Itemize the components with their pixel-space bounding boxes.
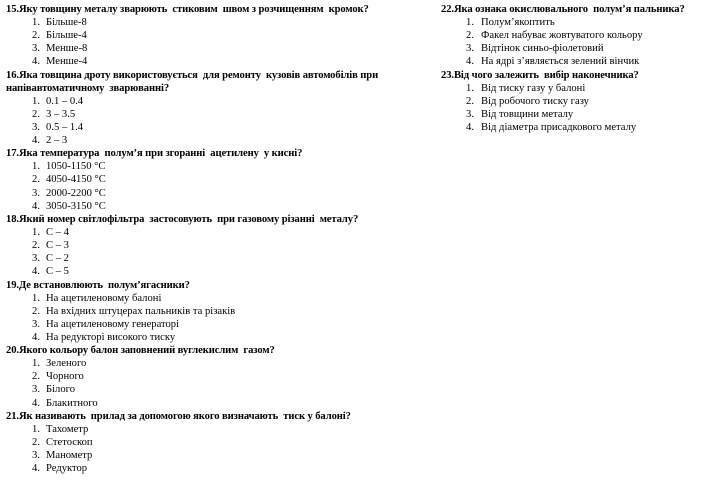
- answer-option: [441, 29, 719, 42]
- question-text: Від чого залежить вибір наконечника?: [453, 69, 639, 81]
- option-number: 4.: [466, 122, 474, 134]
- question-title: [6, 3, 426, 16]
- option-number: 3.: [32, 384, 40, 396]
- answer-option: [6, 160, 426, 173]
- answer-option: [6, 239, 426, 252]
- question-title: [6, 69, 426, 95]
- option-number: 1.: [32, 17, 40, 28]
- option-number: 3.: [466, 108, 474, 120]
- option-text: Менше-4: [46, 56, 88, 68]
- answer-option: [441, 95, 719, 108]
- question-18: [6, 213, 426, 279]
- question-number: 17.: [6, 148, 19, 160]
- option-number: 3.: [32, 318, 40, 330]
- question-number: 23.: [441, 69, 454, 81]
- answer-option: [441, 55, 719, 68]
- option-number: 3.: [32, 253, 40, 265]
- option-text: Чорного: [46, 371, 84, 383]
- answer-option: [6, 226, 426, 239]
- option-number: 2.: [32, 174, 40, 186]
- answer-list: [6, 292, 426, 345]
- answer-list: [6, 95, 426, 148]
- option-text: 3050-3150 °С: [46, 200, 106, 212]
- answer-list: [6, 160, 426, 213]
- option-text: С – 2: [46, 253, 69, 265]
- question-text: Який номер світлофільтра застосовують при газовому різанні металу?: [18, 213, 359, 225]
- option-number: 4.: [32, 266, 40, 278]
- answer-option: [6, 383, 426, 396]
- option-text: На вхідних штуцерах пальників та різаків: [46, 305, 236, 317]
- answer-option: [6, 357, 426, 370]
- question-21: [6, 410, 426, 476]
- answer-option: [6, 29, 426, 42]
- answer-option: [6, 187, 426, 200]
- option-number: 1.: [32, 226, 40, 238]
- answer-option: [6, 16, 426, 29]
- question-15: [6, 3, 426, 69]
- answer-option: [6, 423, 426, 436]
- answer-list: [441, 16, 719, 69]
- option-text: На редукторі високого тиску: [46, 331, 176, 343]
- option-text: Більше-4: [46, 30, 87, 42]
- answer-list: [6, 423, 426, 476]
- option-text: Від робочого тиску газу: [481, 95, 589, 107]
- answer-option: [6, 55, 426, 68]
- option-number: 3.: [32, 43, 40, 55]
- answer-option: [6, 265, 426, 278]
- question-22: [441, 3, 719, 69]
- answer-list: [6, 226, 426, 279]
- option-number: 4.: [32, 200, 40, 212]
- option-number: 1.: [32, 95, 40, 107]
- option-text: С – 4: [46, 226, 69, 238]
- option-text: На ядрі з’являється зелений вінчик: [481, 56, 640, 68]
- option-number: 4.: [32, 56, 40, 68]
- question-text: Яка товщина дроту використовується для ремонту кузовів автомобілів при напівавтоматичному зварюванні?: [6, 69, 381, 94]
- answer-option: [6, 436, 426, 449]
- question-16: [6, 69, 426, 148]
- answer-option: [6, 292, 426, 305]
- answer-option: [6, 331, 426, 344]
- option-text: На ацетиленовому генераторі: [46, 318, 180, 330]
- option-text: 2 – 3: [46, 135, 68, 147]
- option-text: Манометр: [46, 450, 93, 462]
- option-text: Білого: [46, 384, 75, 396]
- option-number: 2.: [466, 30, 474, 42]
- option-number: 3.: [32, 121, 40, 133]
- option-number: 2.: [466, 95, 474, 107]
- option-text: С – 3: [46, 240, 69, 252]
- option-number: 3.: [32, 450, 40, 462]
- option-number: 4.: [32, 397, 40, 409]
- question-title: [6, 147, 426, 160]
- answer-option: [6, 134, 426, 147]
- option-number: 2.: [32, 305, 40, 317]
- option-number: 4.: [32, 331, 40, 343]
- right-column: [441, 3, 719, 134]
- option-number: 4.: [32, 463, 40, 475]
- answer-option: [6, 95, 426, 108]
- question-text: Якого кольору балон заповнений вуглекислим газом?: [18, 345, 275, 357]
- answer-option: [6, 305, 426, 318]
- option-text: Блакитного: [46, 397, 98, 409]
- answer-option: [6, 200, 426, 213]
- option-text: 0.1 – 0.4: [46, 95, 84, 107]
- question-20: [6, 344, 426, 410]
- question-number: 22.: [441, 4, 454, 15]
- question-text: Як називають прилад за допомогою якого визначають тиск у балоні?: [18, 410, 351, 422]
- option-text: Менше-8: [46, 43, 88, 55]
- option-text: 4050-4150 °С: [46, 174, 106, 186]
- option-text: Стетоскоп: [46, 436, 93, 448]
- question-number: 19.: [6, 279, 19, 291]
- option-number: 1.: [32, 358, 40, 370]
- answer-option: [6, 397, 426, 410]
- answer-list: [6, 16, 426, 69]
- answer-option: [441, 42, 719, 55]
- answer-option: [6, 370, 426, 383]
- question-title: [441, 69, 719, 82]
- option-number: 1.: [32, 423, 40, 435]
- option-text: На ацетиленовому балоні: [46, 292, 162, 304]
- question-number: 21.: [6, 410, 19, 422]
- option-text: 3 – 3.5: [46, 108, 76, 120]
- question-number: 20.: [6, 345, 19, 357]
- question-title: [6, 213, 426, 226]
- option-number: 2.: [32, 240, 40, 252]
- answer-option: [6, 462, 426, 475]
- option-number: 1.: [32, 161, 40, 173]
- option-text: 2000-2200 °С: [46, 187, 106, 199]
- question-title: [6, 410, 426, 423]
- answer-option: [6, 108, 426, 121]
- question-number: 18.: [6, 213, 19, 225]
- option-number: 3.: [466, 43, 474, 55]
- answer-option: [441, 108, 719, 121]
- option-text: Від товщини металу: [481, 108, 574, 120]
- option-number: 2.: [32, 108, 40, 120]
- question-17: [6, 147, 426, 213]
- question-title: [441, 3, 719, 16]
- option-text: Зеленого: [46, 358, 87, 370]
- question-text: Де встановлюють полум’ягасники?: [18, 279, 190, 291]
- option-text: Більше-8: [46, 17, 87, 28]
- answer-list: [6, 357, 426, 410]
- option-text: Від діаметра присадкового металу: [481, 122, 637, 134]
- answer-option: [6, 42, 426, 55]
- option-number: 1.: [466, 17, 474, 28]
- answer-option: [441, 121, 719, 134]
- question-23: [441, 69, 719, 135]
- option-number: 2.: [32, 436, 40, 448]
- option-number: 2.: [32, 371, 40, 383]
- answer-option: [6, 252, 426, 265]
- option-text: Відтінок синьо-фіолетовий: [481, 43, 604, 55]
- answer-option: [441, 16, 719, 29]
- option-number: 1.: [32, 292, 40, 304]
- answer-option: [6, 449, 426, 462]
- question-text: Яка температура полум’я при згоранні ацетилену у кисні?: [18, 148, 303, 160]
- option-number: 3.: [32, 187, 40, 199]
- answer-list: [441, 82, 719, 135]
- option-text: Факел набуває жовтуватого кольору: [481, 30, 643, 42]
- question-number: 16.: [6, 69, 19, 81]
- option-text: Тахометр: [46, 423, 89, 435]
- question-title: [6, 344, 426, 357]
- option-number: 4.: [466, 56, 474, 68]
- option-number: 4.: [32, 135, 40, 147]
- question-19: [6, 279, 426, 345]
- option-text: Від тиску газу у балоні: [481, 82, 586, 94]
- question-title: [6, 279, 426, 292]
- question-text: Яку товщину металу зварюють стиковим швом з розчищенням кромок?: [18, 4, 369, 15]
- left-column: [6, 3, 426, 475]
- option-text: Полум’якоптить: [481, 17, 555, 28]
- answer-option: [6, 121, 426, 134]
- option-text: 0.5 – 1.4: [46, 121, 84, 133]
- answer-option: [6, 173, 426, 186]
- option-number: 2.: [32, 30, 40, 42]
- option-text: 1050-1150 °С: [46, 161, 106, 173]
- option-text: С – 5: [46, 266, 69, 278]
- question-number: 15.: [6, 4, 19, 15]
- option-number: 1.: [466, 82, 474, 94]
- question-text: Яка ознака окислювального полум’я пальника?: [453, 4, 685, 15]
- option-text: Редуктор: [46, 463, 88, 475]
- answer-option: [6, 318, 426, 331]
- answer-option: [441, 82, 719, 95]
